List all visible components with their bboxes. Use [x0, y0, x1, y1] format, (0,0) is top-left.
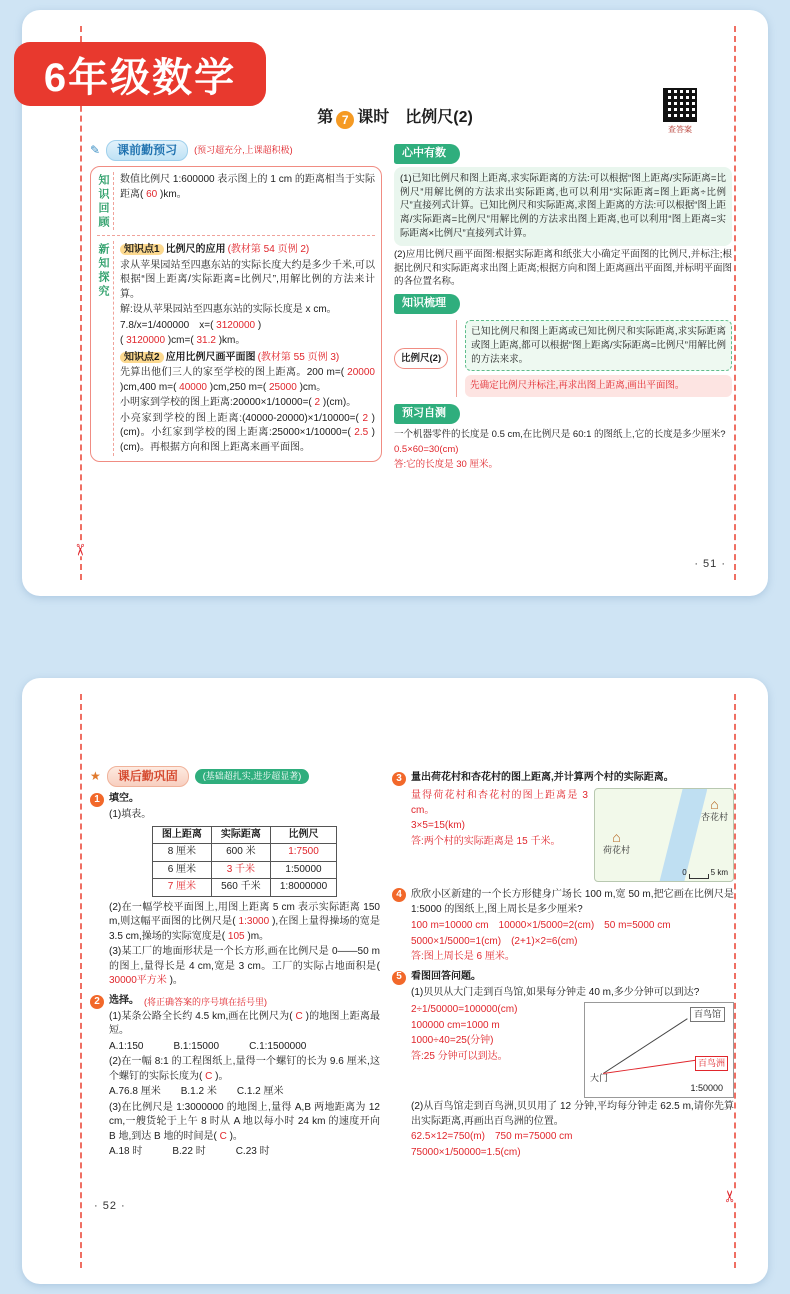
table-cell: 1:7500 [270, 844, 336, 862]
text-segment: 25000 [266, 381, 300, 393]
question-2-title: 选择。 [109, 994, 139, 1006]
page51-left-column [90, 140, 382, 556]
text-segment: 3120000 [213, 319, 258, 331]
text-segment: 62.5×12=750(m) 750 m=75000 cm [411, 1131, 573, 1142]
text-line [394, 443, 732, 457]
q5-part1-stem [411, 986, 734, 1001]
q1-fill-table [109, 826, 380, 897]
text-line [120, 303, 375, 318]
text-segment: ( [120, 335, 124, 347]
table-cell: 3 千米 [211, 861, 270, 879]
question-1-head [90, 792, 380, 807]
text-segment: )(cm)。再根据方向和图上距离来画平面图。 [120, 427, 375, 453]
qr-pattern [663, 88, 697, 122]
question-3-title: 量出荷花村和杏花村的图上距离,并计算两个村的实际距离。 [411, 772, 674, 783]
text-segment: 答:两个村的实际距离是 15 千米。 [411, 835, 561, 847]
page52-content [90, 766, 734, 1228]
explore-section [97, 241, 375, 456]
lesson-header [22, 104, 768, 129]
text-line [109, 1040, 380, 1055]
text-segment: 20000 [344, 367, 375, 379]
text-segment: 100 m=10000 cm 10000×1/5000=2(cm) 50 m=5000 cm [411, 920, 671, 931]
diagram-node: 比例尺(2) [394, 348, 448, 370]
table-cell: 560 千米 [211, 879, 270, 897]
question-2 [90, 994, 380, 1160]
text-segment: 100000 cm=1000 m [411, 1019, 500, 1031]
scissors-icon: ✂ [70, 543, 88, 557]
text-line [411, 1003, 578, 1018]
star-icon: ★ [90, 769, 101, 783]
text-segment: (1)贝贝从大门走到百鸟馆,如果每分钟走 40 m,多少分钟可以到达? [411, 986, 700, 998]
selftest-section-label: 预习自测 [394, 404, 460, 424]
kp2-heading [120, 351, 375, 366]
text-line [120, 334, 375, 349]
text-line [109, 1010, 380, 1039]
qr-code [658, 88, 702, 135]
review-content [120, 172, 375, 230]
text-segment: 75000×1/50000=1.5(cm) [411, 1146, 521, 1158]
postsection-subtitle: (基础超扎实,进步超显著) [195, 769, 310, 784]
selftest-label-row [394, 400, 732, 427]
question-5-number: 5 [392, 971, 406, 985]
text-segment: 小亮家到学校的图上距离:(40000-20000)×1/10000=( [120, 412, 359, 424]
kp2-tag: 知识点2 [120, 352, 164, 363]
village-map [594, 788, 734, 882]
text-line [411, 935, 734, 950]
diagram-branch-2 [465, 375, 732, 397]
map-scale [682, 867, 728, 879]
lesson-suffix: 课时 [357, 109, 390, 126]
text-line [411, 1050, 578, 1065]
text-segment: (1)某条公路全长约 4.5 km,画在比例尺为( [109, 1010, 293, 1022]
q5-part2-answer [411, 1130, 734, 1160]
text-segment: )(cm)。小红家到学校的图上距离:25000×1/10000=( [120, 412, 375, 439]
question-1-body [90, 808, 380, 989]
scale-right-label: 5 km [710, 868, 728, 878]
text-line [411, 1146, 734, 1161]
text-line [411, 986, 734, 1001]
bird-isle-label: 百鸟洲 [695, 1056, 728, 1071]
kp1-textbook-ref: (教材第 54 页例 2) [227, 244, 310, 256]
selftest-body [394, 428, 732, 471]
text-segment: 答:它的长度是 30 厘米。 [394, 458, 498, 470]
section-divider [97, 235, 375, 236]
text-segment: C [292, 1010, 306, 1022]
text-segment: 60 [143, 188, 161, 200]
review-label: 知识回顾 [97, 172, 114, 230]
text-segment: A.18 时 B.22 时 C.23 时 [109, 1146, 270, 1158]
text-segment: 5000×1/5000=1(cm) (2+1)×2=6(cm) [411, 935, 578, 947]
table-row [152, 879, 336, 897]
heart-extra [394, 248, 732, 289]
page51-content [90, 140, 732, 556]
qr-caption: 查答案 [668, 125, 692, 134]
text-segment: 105 [225, 930, 248, 942]
text-line [394, 428, 732, 442]
text-segment: (3)某工厂的地面形状是一个长方形,画在比例尺是 0——50 m 的图上,量得长是 4 cm,宽是 3 cm。工厂的实际占地面积是( [109, 946, 380, 972]
text-segment: 先确定比例尺并标注,再求出图上距离,画出平面图。 [470, 380, 685, 392]
text-segment: 先算出他们三人的家至学校的图上距离。200 m=( [120, 367, 345, 379]
question-5-head [392, 970, 734, 985]
question-4-stem [411, 887, 734, 918]
text-segment: C [216, 1130, 230, 1142]
question-2-body [90, 1010, 380, 1160]
text-segment: 31.2 [193, 335, 219, 347]
text-segment: )的地图上距离最短。 [109, 1010, 380, 1037]
kp2-body [120, 366, 375, 455]
text-segment: )cm,250 m=( [209, 381, 267, 393]
scale-left-label: 0 [682, 868, 687, 878]
workbook-page-52 [22, 678, 768, 1284]
table-cell: 1:50000 [270, 861, 336, 879]
text-segment: 2 [311, 397, 323, 409]
text-segment: )cm=( [167, 335, 194, 347]
knowledge-diagram [394, 320, 732, 397]
text-segment: 求从苹果园站至四惠东站的实际长度大约是多少千米,可以根据“图上距离/实际距离=比例尺”,用解比例的方法来计算。 [120, 259, 375, 300]
village-bottom-label: 荷花村 [603, 844, 631, 855]
table-cell: 8 厘米 [152, 844, 211, 862]
explore-label: 新知探究 [97, 241, 114, 456]
kp2-textbook-ref: (教材第 55 页例 3) [257, 351, 340, 363]
text-line [120, 412, 375, 456]
village-top [701, 797, 728, 824]
question-5-body [392, 986, 734, 1161]
fill-table [152, 826, 337, 897]
text-line [109, 901, 380, 945]
trim-line-right [734, 694, 736, 1268]
text-segment: 一个机器零件的长度是 0.5 cm,在比例尺是 60:1 的图纸上,它的长度是多少厘米? [394, 429, 726, 440]
question-2-hint: (将正确答案的序号填在括号里) [144, 996, 267, 1007]
text-segment: )cm,400 m=( [120, 381, 177, 393]
question-4-number: 4 [392, 888, 406, 902]
village-bottom [603, 830, 630, 857]
table-cell: 6 厘米 [152, 861, 211, 879]
question-5 [392, 970, 734, 1161]
q5-part1-answer [411, 1002, 578, 1065]
text-line [120, 396, 375, 411]
text-segment: 0.5×60=30(cm) [394, 443, 459, 455]
table-cell: 600 米 [211, 844, 270, 862]
text-segment: A.76.8 厘米 B.1.2 米 C.1.2 厘米 [109, 1086, 284, 1098]
bird-hall-label: 百鸟馆 [690, 1007, 725, 1022]
text-segment: 3120000 [123, 335, 168, 347]
text-line [411, 1019, 578, 1034]
gate-label: 大门 [590, 1072, 609, 1083]
page52-left-column [90, 766, 380, 1228]
text-segment: 2 [358, 412, 372, 424]
explore-content [120, 241, 375, 456]
text-line [120, 366, 375, 395]
text-segment: 2.5 [350, 427, 372, 439]
presection-badge: 课前勤预习 [106, 140, 188, 161]
text-segment: 40000 [176, 381, 210, 393]
text-segment: )。 [169, 975, 183, 987]
text-segment: 30000平方米 [109, 975, 170, 987]
heart-section-label: 心中有数 [394, 144, 460, 164]
question-3-body [392, 788, 734, 882]
lesson-title: 比例尺(2) [405, 109, 473, 126]
text-line [394, 248, 732, 289]
house-icon: ⌂ [612, 828, 621, 845]
table-row [152, 861, 336, 879]
sort-label-row [394, 290, 732, 317]
question-2-number: 2 [90, 995, 104, 1009]
text-segment: ),在图上量得操场的宽是 3.5 cm,操场的实际宽度是( [109, 916, 380, 942]
table-cell: 7 厘米 [152, 879, 211, 897]
text-line [471, 325, 726, 366]
text-segment: 1000÷40=25(分钟) [411, 1035, 494, 1046]
text-segment: (2)应用比例尺画平面图:根据实际距离和纸张大小确定平面图的比例尺,并标注;根据比例尺和实际距离求出图上距离;根据方向和图上距离画出平面图,并标明平面图的各位置名称。 [394, 248, 732, 288]
text-segment: )cm。 [299, 381, 327, 393]
village-top-label: 杏花村 [700, 812, 728, 822]
series-title-badge: 6年级数学 [14, 42, 266, 106]
question-2-head [90, 994, 380, 1009]
page-number-52: · 52 · [94, 1200, 126, 1212]
kp1-title: 比例尺的应用 [165, 244, 226, 256]
q1-paragraphs [109, 901, 380, 989]
text-line [109, 1101, 380, 1145]
heart-label-row [394, 140, 732, 167]
text-line [120, 173, 375, 202]
text-segment: 欣欣小区新建的一个长方形健身广场长 100 m,宽 50 m,把它画在比例尺是 1:5000 的图纸上,图上周长是多少厘米? [411, 889, 734, 915]
text-line [411, 835, 588, 850]
sort-section-label: 知识梳理 [394, 294, 460, 314]
text-line [411, 950, 734, 965]
text-segment: )km。 [218, 335, 246, 347]
q1-subtask-1: (1)填表。 [109, 809, 152, 821]
text-segment: )。 [229, 1130, 243, 1142]
text-segment: )km。 [160, 188, 187, 200]
table-row [152, 844, 336, 862]
table-header-cell: 比例尺 [270, 826, 336, 844]
text-segment: ) [257, 319, 262, 331]
text-line [109, 1055, 380, 1084]
heart-box [394, 167, 732, 246]
text-segment: 7.8/x=1/400000 x=( [120, 319, 214, 331]
page-number-51: · 51 · [694, 558, 726, 570]
text-segment: 2÷1/50000=100000(cm) [411, 1004, 518, 1015]
text-line [109, 945, 380, 989]
map-ratio-label: 1:50000 [690, 1082, 723, 1093]
lesson-number: 7 [336, 111, 354, 129]
text-segment: (3)在比例尺是 1:3000000 的地图上,量得 A,B 两地距离为 12 cm,一艘货轮于上午 8 时从 A 地以每小时 24 km 的速度开向 B 地,到达 B 地的时间是( [109, 1101, 380, 1142]
text-line [120, 319, 375, 334]
text-line [411, 1130, 734, 1145]
question-4 [392, 887, 734, 965]
text-line [411, 919, 734, 934]
table-header-cell: 图上距离 [152, 826, 211, 844]
text-segment: 量得荷花村和杏花村的图上距离是 3 cm。 [411, 790, 588, 816]
text-segment: 3×5=15(km) [411, 820, 465, 831]
page52-right-column [392, 766, 734, 1228]
question-4-head [392, 887, 734, 918]
text-segment: )。 [215, 1070, 229, 1082]
text-line [411, 1034, 578, 1049]
presection-subtitle: (预习超充分,上课超积极) [194, 145, 293, 156]
diagram-branch-1 [465, 320, 732, 371]
text-segment: A.1:150 B.1:15000 C.1:1500000 [109, 1040, 307, 1052]
text-segment: 小明家到学校的图上距离:20000×1/10000=( [120, 397, 312, 409]
postsection-row [90, 766, 380, 787]
text-line [109, 1145, 380, 1160]
postsection-badge: 课后勤巩固 [107, 766, 189, 787]
question-1-title: 填空。 [109, 793, 139, 805]
text-line [411, 1100, 734, 1129]
text-segment: )(cm)。 [322, 397, 357, 409]
question-1-number: 1 [90, 793, 104, 807]
question-3-head [392, 771, 734, 786]
pencil-icon: ✎ [90, 143, 101, 157]
kp2-title: 应用比例尺画平面图 [165, 351, 256, 363]
text-segment: 答:25 分钟可以到达。 [411, 1050, 508, 1062]
text-line [109, 1085, 380, 1100]
scale-bar [689, 874, 709, 879]
kp1-tag: 知识点1 [120, 244, 164, 255]
scissors-icon: ✂ [722, 1189, 740, 1203]
text-segment: C [202, 1070, 216, 1082]
lesson-prefix: 第 [317, 109, 334, 126]
question-3-layout [411, 788, 734, 882]
diagram-branches [456, 320, 732, 397]
presection-row [90, 140, 382, 161]
question-1 [90, 792, 380, 989]
kp1-body [120, 259, 375, 349]
text-line [470, 379, 727, 393]
text-segment: (2)在一幅 8:1 的工程图纸上,量得一个螺钉的长为 9.6 厘米,这个螺钉的实际长度为( [109, 1056, 380, 1082]
text-line [400, 172, 726, 241]
text-segment: 答:图上周长是 6 厘米。 [411, 951, 515, 962]
question-5-title: 看图回答问题。 [411, 970, 481, 982]
knowledge-box [90, 166, 382, 462]
review-section [97, 172, 375, 230]
bird-park-map [584, 1002, 734, 1098]
q5-part2-stem [411, 1100, 734, 1129]
question-3 [392, 771, 734, 882]
text-segment: 已知比例尺和图上距离或已知比例尺和实际距离,求实际距离或图上距离,都可以根据“图上距离/实际距离=比例尺”用解比例的方法来求。 [471, 326, 726, 365]
trim-line-left [80, 694, 82, 1268]
text-segment: (2)从百鸟馆走到百鸟洲,贝贝用了 12 分钟,平均每分钟走 62.5 m,请你先算出实际距离,再画出百鸟洲的位置。 [411, 1101, 734, 1127]
text-line [411, 789, 588, 818]
table-cell: 1:8000000 [270, 879, 336, 897]
text-segment: (1)已知比例尺和图上距离,求实际距离的方法:可以根据“图上距离/实际距离=比例尺”用解比例的方法求出实际距离,也可以利用“实际距离=图上距离÷比例尺”直接列式计算。已知比例尺和实际距离,求图上距离的方法:可以根据“图上距离/实际距离=比例尺”用解比例的方法求出图上距离,也可以利用“图上距离=实际距离×比例尺”直接列式计算。 [400, 172, 726, 239]
text-line [411, 888, 734, 917]
text-segment: (2)在一幅学校平面图上,用图上距离 5 cm 表示实际距离 150 m,则这幅平面图的比例尺是( [109, 901, 380, 928]
text-segment: 数值比例尺 1:600000 表示图上的 1 cm 的距离相当于实际距离( [120, 174, 375, 200]
text-segment: )m。 [247, 930, 270, 942]
question-5-layout [411, 1002, 734, 1098]
q3-handwritten-answer [411, 788, 588, 850]
question-3-number: 3 [392, 772, 406, 786]
text-line [394, 458, 732, 472]
text-line [411, 819, 588, 834]
text-segment: 解:设从苹果园站至四惠东站的实际长度是 x cm。 [120, 304, 337, 316]
house-icon: ⌂ [710, 796, 719, 812]
page51-right-column [394, 140, 732, 556]
text-line [120, 259, 375, 303]
table-header-cell: 实际距离 [211, 826, 270, 844]
text-segment: 1:3000 [235, 916, 273, 928]
kp1-heading [120, 243, 375, 258]
q4-handwritten-answer [392, 919, 734, 965]
